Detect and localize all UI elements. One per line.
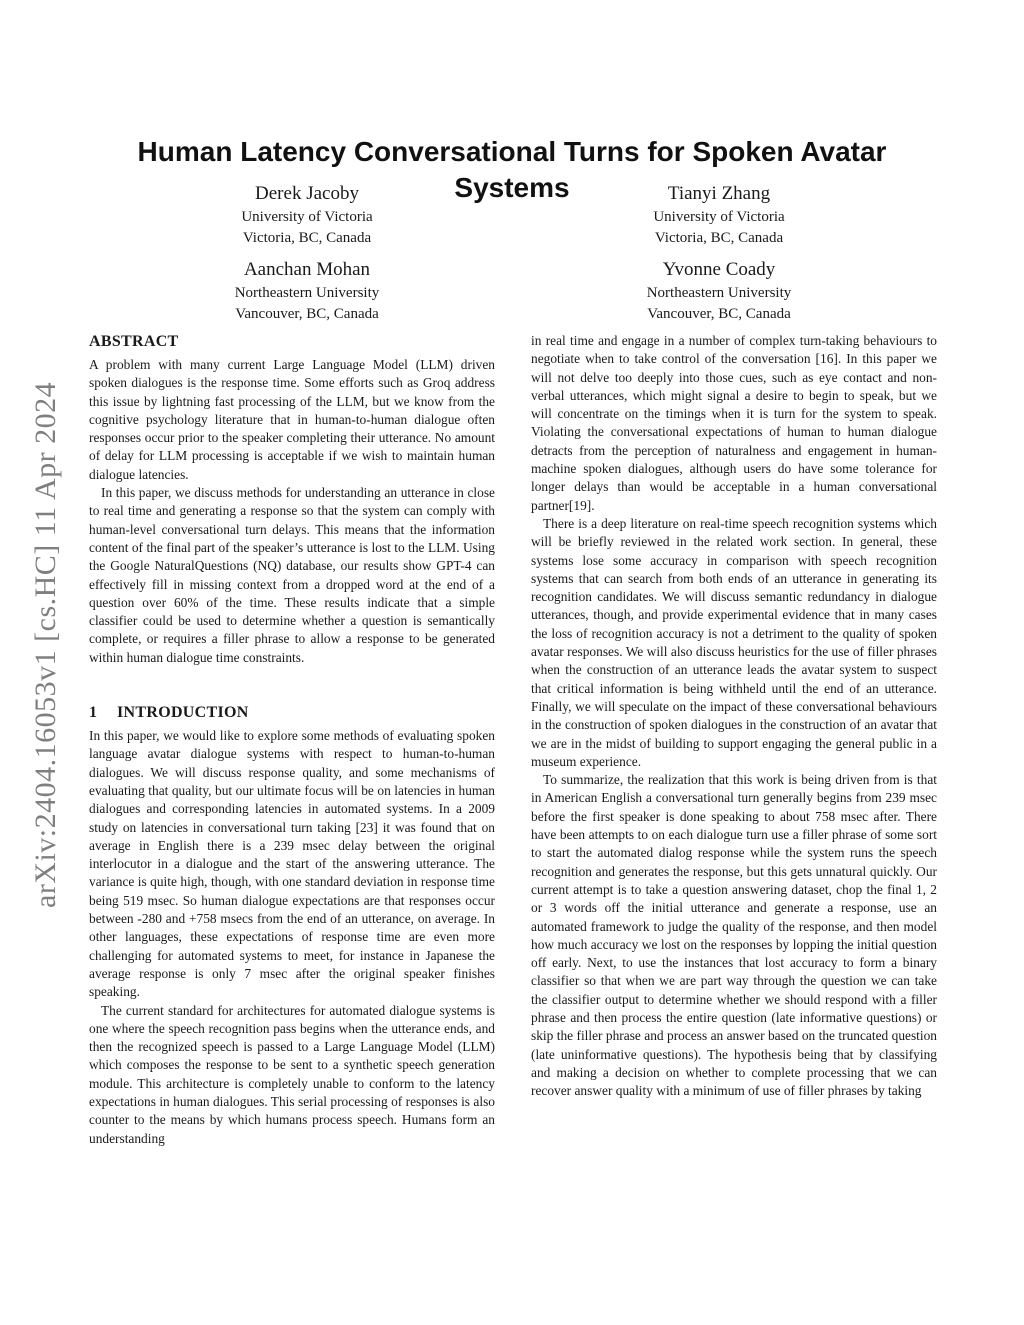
intro-paragraph-4: There is a deep literature on real-time speech recognition systems which will be briefly reviewed in the related work section. In general, these systems lose some accuracy in comparison with speech recognition systems that can search from both ends of an utterance in generating its recognition candidates. We will discuss semantic redundancy in dialogue utterances, though, and provide experimental evidence that in many cases the loss of recognition accuracy is not a detriment to the quality of spoken avatar responses. We will also discuss heuristics for the use of filler phrases when the construction of an utterance leads the avatar system to suspect that critical information is being withheld until the end of an utterance. Finally, we will speculate on the impact of these conversational behaviours in the construction of spoken dialogues in the construction of an avatar that we are in the midst of building to support engaging the general public in a museum experience.: [531, 515, 937, 769]
author-location: Vancouver, BC, Canada: [235, 306, 379, 322]
author-name: Yvonne Coady: [662, 259, 776, 280]
left-column: [89, 332, 495, 1148]
author-block-jacoby: [157, 181, 457, 249]
author-name: Derek Jacoby: [255, 183, 359, 204]
author-block-mohan: [157, 257, 457, 325]
paper-title: Human Latency Conversational Turns for Spoken Avatar Systems: [137, 136, 887, 203]
intro-paragraph-1: In this paper, we would like to explore some methods of evaluating spoken language avatar dialogue systems with respect to human-to-human dialogues. We will discuss response quality, and some mechanisms of evaluating that quality, but our ultimate focus will be on latencies in human dialogues and corresponding latencies in automated systems. In a 2009 study on latencies in conversational turn taking [23] it was found that on average in English there is a 239 msec delay between the original interlocutor in a dialogue and the start of the answering utterance. The variance is quite high, though, with one standard deviation in response time being 519 msec. So human dialogue expectations are that responses occur between -280 and +758 msecs from the end of an utterance, on average. In other languages, these expectations of response time are even more challenging for automated systems to meet, for instance in Japanese the average response is only 7 msec after the original speaker finishes speaking.: [89, 728, 495, 1000]
author-affiliation: Northeastern University: [234, 285, 380, 301]
section-number: 1: [89, 704, 98, 722]
introduction-heading: [89, 703, 495, 723]
author-location: Vancouver, BC, Canada: [647, 306, 791, 322]
section-title: INTRODUCTION: [117, 704, 249, 722]
author-affiliation: Northeastern University: [646, 285, 792, 301]
author-block-zhang: [569, 181, 869, 249]
author-affiliation: University of Victoria: [653, 209, 785, 225]
abstract-heading: ABSTRACT: [89, 333, 179, 350]
author-block-coady: [569, 257, 869, 325]
author-location: Victoria, BC, Canada: [654, 230, 784, 246]
intro-paragraph-5: To summarize, the realization that this work is being driven from is that in American English a conversational turn generally begins from 239 msec before the first speaker is done speaking to about 758 msec after. There have been attempts to on each dialogue turn use a filler phrase of some sort to start the automated dialog response while the system runs the speech recognition and generates the response, but this gets unnatural quickly. Our current attempt is to take a question answering dataset, chop the final 1, 2 or 3 words off the initial utterance and generate a response, use an automated framework to judge the quality of the response, and then model how much accuracy we lost on the responses by lopping the initial question off early. Next, to use the instances that lost accuracy to form a binary classifier so that when we are part way through the question we can take the classifier output to determine whether we should respond with a filler phrase and then process the entire question (late informative questions) or skip the filler phrase and process an answer based on the truncated question (late uninformative questions). The hypothesis being that by classifying and making a decision on whether to complete processing that we can recover answer quality with a minimum of use of filler phrases by taking: [531, 772, 937, 1099]
intro-paragraph-3: in real time and engage in a number of complex turn-taking behaviours to negotiate when to take control of the conversation [16]. In this paper we will not delve too deeply into those cues, such as eye contact and non-verbal utterances, which might signal a desire to begin to speak, but we will concentrate on the timings when it is turn for the system to speak. Violating the conversational expectations of human to human dialogue detracts from the perception of naturalness and engagement in human-machine spoken dialogues, although users do have some tolerance for longer delays than would be acceptable in a human conversational partner[19].: [531, 333, 937, 513]
author-name: Aanchan Mohan: [243, 259, 371, 280]
author-location: Victoria, BC, Canada: [242, 230, 372, 246]
abstract-paragraph-1: A problem with many current Large Language Model (LLM) driven spoken dialogues is the response time. Some efforts such as Groq address this issue by lightning fast processing of the LLM, but we know from the cognitive psychology literature that in human-to-human dialogue often responses occur prior to the speaker completing their utterance. No amount of delay for LLM processing is acceptable if we wish to maintain human dialogue latencies.: [89, 357, 495, 482]
right-column: [531, 332, 937, 1100]
author-affiliation: University of Victoria: [241, 209, 373, 225]
intro-paragraph-2: The current standard for architectures for automated dialogue systems is one where the speech recognition pass begins when the utterance ends, and then the recognized speech is passed to a Large Language Model (LLM) which composes the response to be sent to a synthetic speech generation module. This architecture is completely unable to conform to the latency expectations in human dialogues. This serial processing of responses is also counter to the means by which humans process speech. Humans form an understanding: [89, 1002, 495, 1146]
arxiv-identifier-stamp: arXiv:2404.16053v1 [cs.HC] 11 Apr 2024: [29, 381, 62, 909]
author-name: Tianyi Zhang: [667, 183, 771, 204]
abstract-paragraph-2: In this paper, we discuss methods for understanding an utterance in close to real time and generating a response so that the system can comply with human-level conversational turn delays. This means that the information content of the final part of the speaker’s utterance is lost to the LLM. Using the Google NaturalQuestions (NQ) database, our results show GPT-4 can effectively fill in missing context from a dropped word at the end of a question over 60% of the time. These results indicate that a simple classifier could be used to determine whether a question is semantically complete, or requires a filler phrase to allow a response to be generated within human dialogue time constraints.: [89, 485, 495, 665]
